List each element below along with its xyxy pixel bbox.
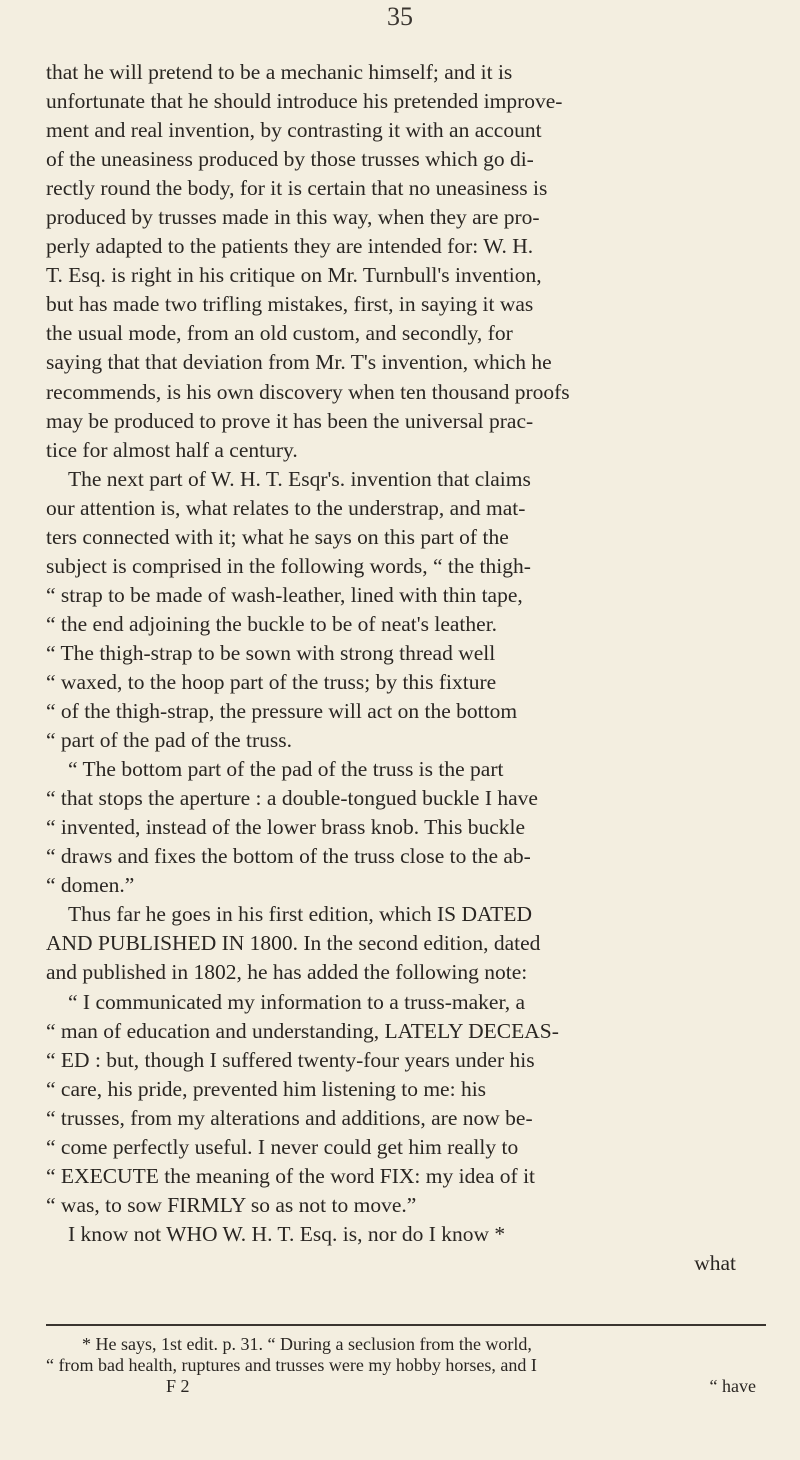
text-line: “ waxed, to the hoop part of the truss; by this fixture xyxy=(46,669,497,694)
footnote-line: “ from bad health, ruptures and trusses were my hobby horses, and I xyxy=(46,1355,537,1375)
text-line: “ of the thigh-strap, the pressure will act on the bottom xyxy=(46,699,518,724)
catchword: what xyxy=(694,1250,736,1275)
text-line: that he will pretend to be a mechanic himself; and it is xyxy=(46,60,513,84)
text-line: “ The bottom part of the pad of the truss is the part xyxy=(68,757,504,782)
text-line: tice for almost half a century. xyxy=(46,437,298,462)
footnote-rule xyxy=(46,1324,766,1326)
text-line: “ invented, instead of the lower brass knob. This buckle xyxy=(46,815,526,840)
text-line: “ come perfectly useful. I never could get him really to xyxy=(46,1134,519,1159)
text-line: unfortunate that he should introduce his pretended improve- xyxy=(46,89,563,114)
text-line: recommends, is his own discovery when ten thousand proofs xyxy=(46,379,570,404)
text-line: “ that stops the aperture : a double-tongued buckle I have xyxy=(46,786,538,811)
signature-mark xyxy=(46,1376,766,1397)
text-line: “ man of education and understanding, LATELY DECEAS- xyxy=(46,1018,559,1043)
text-line: ters connected with it; what he says on this part of the xyxy=(46,524,509,549)
footnote-line: * He says, 1st edit. p. 31. “ During a seclusion from the world, xyxy=(82,1334,532,1354)
text-line: “ EXECUTE the meaning of the word FIX: my idea of it xyxy=(46,1163,536,1188)
text-line: our attention is, what relates to the understrap, and mat- xyxy=(46,495,526,520)
text-line: “ The thigh-strap to be sown with strong thread well xyxy=(46,640,496,665)
text-line: and published in 1802, he has added the following note: xyxy=(46,960,528,985)
body-text xyxy=(46,58,766,1278)
text-line: “ part of the pad of the truss. xyxy=(46,728,292,753)
text-line: T. Esq. is right in his critique on Mr. Turnbull's invention, xyxy=(46,263,542,288)
text-line: saying that that deviation from Mr. T's invention, which he xyxy=(46,350,552,375)
text-line: produced by trusses made in this way, when they are pro- xyxy=(46,205,540,230)
text-line: “ strap to be made of wash-leather, lined with thin tape, xyxy=(46,582,523,607)
text-line: the usual mode, from an old custom, and secondly, for xyxy=(46,321,513,346)
text-line: AND PUBLISHED IN 1800. In the second edition, dated xyxy=(46,931,541,956)
text-line: perly adapted to the patients they are intended for: W. H. xyxy=(46,234,534,259)
text-line: “ domen.” xyxy=(46,873,135,898)
text-line: subject is comprised in the following words, “ the thigh- xyxy=(46,553,531,578)
text-line: I know not WHO W. H. T. Esq. is, nor do I know * xyxy=(68,1221,506,1246)
text-line: may be produced to prove it has been the universal prac- xyxy=(46,408,534,433)
text-line: “ ED : but, though I suffered twenty-four years under his xyxy=(46,1047,535,1072)
page-number: 35 xyxy=(387,2,413,31)
text-line: The next part of W. H. T. Esqr's. invention that claims xyxy=(68,466,531,491)
signature-text: F 2 xyxy=(166,1376,190,1396)
text-line: “ trusses, from my alterations and additions, are now be- xyxy=(46,1105,533,1130)
catchword-footnote: “ have xyxy=(709,1376,756,1396)
text-line: of the uneasiness produced by those trusses which go di- xyxy=(46,147,534,172)
text-line: Thus far he goes in his first edition, which IS DATED xyxy=(68,902,532,927)
text-line: “ I communicated my information to a truss-maker, a xyxy=(68,989,526,1014)
text-line: ment and real invention, by contrasting it with an account xyxy=(46,118,542,143)
text-line: “ the end adjoining the buckle to be of neat's leather. xyxy=(46,611,498,636)
text-line: but has made two trifling mistakes, first, in saying it was xyxy=(46,292,534,317)
text-line: “ was, to sow FIRMLY so as not to move.” xyxy=(46,1192,417,1217)
text-line: “ care, his pride, prevented him listening to me: his xyxy=(46,1076,487,1101)
text-line: rectly round the body, for it is certain that no uneasiness is xyxy=(46,176,548,201)
text-line: “ draws and fixes the bottom of the truss close to the ab- xyxy=(46,844,531,869)
footnote xyxy=(46,1334,766,1397)
